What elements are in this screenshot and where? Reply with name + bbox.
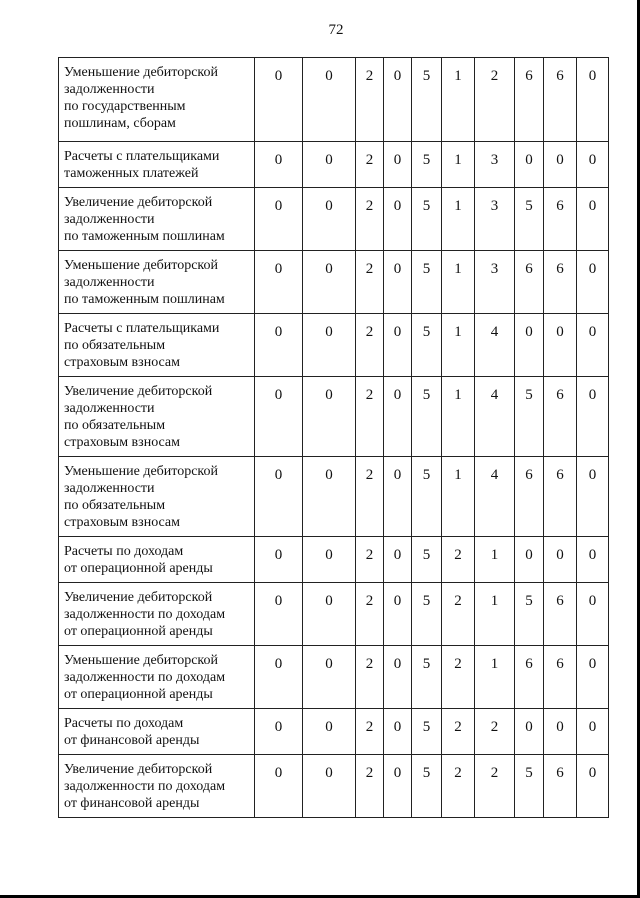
code-digit-cell: 2 <box>356 537 384 583</box>
code-digit-cell: 6 <box>515 58 544 142</box>
code-digit-cell: 1 <box>442 314 475 377</box>
code-digit-cell: 0 <box>303 583 356 646</box>
code-digit-cell: 0 <box>577 251 609 314</box>
code-digit-cell: 0 <box>577 58 609 142</box>
code-digit-cell: 0 <box>384 583 412 646</box>
code-digit-cell: 2 <box>356 314 384 377</box>
code-digit-cell: 2 <box>442 583 475 646</box>
code-digit-cell: 0 <box>577 142 609 188</box>
code-digit-cell: 1 <box>442 142 475 188</box>
row-label-line: Расчеты с плательщиками <box>64 321 220 336</box>
code-digit-cell: 0 <box>384 709 412 755</box>
code-digit-cell: 6 <box>544 583 577 646</box>
code-digit-cell: 2 <box>442 537 475 583</box>
code-digit-cell: 0 <box>384 457 412 537</box>
row-label-line: от финансовой аренды <box>64 796 200 811</box>
code-digit-cell: 0 <box>515 314 544 377</box>
code-digit-cell: 3 <box>475 251 515 314</box>
code-digit-cell: 2 <box>356 583 384 646</box>
page-number: 72 <box>328 22 344 38</box>
code-digit-cell: 2 <box>356 646 384 709</box>
row-label <box>59 314 255 377</box>
code-digit-cell: 0 <box>255 646 303 709</box>
code-digit-cell: 6 <box>515 646 544 709</box>
row-label-line: по обязательным <box>64 498 166 513</box>
code-digit-cell: 1 <box>475 583 515 646</box>
table-row <box>59 537 609 583</box>
code-digit-cell: 1 <box>442 377 475 457</box>
row-label-line: Уменьшение дебиторской <box>64 653 219 668</box>
code-digit-cell: 0 <box>303 142 356 188</box>
row-label-line: страховым взносам <box>64 435 180 450</box>
row-label-line: задолженности <box>64 212 155 227</box>
code-digit-cell: 0 <box>303 709 356 755</box>
code-digit-cell: 0 <box>577 188 609 251</box>
code-digit-cell: 0 <box>577 755 609 818</box>
code-digit-cell: 1 <box>442 251 475 314</box>
code-digit-cell: 0 <box>515 709 544 755</box>
code-digit-cell: 0 <box>303 314 356 377</box>
code-digit-cell: 5 <box>412 142 442 188</box>
row-label-line: пошлинам, сборам <box>64 116 176 131</box>
code-digit-cell: 6 <box>544 457 577 537</box>
code-digit-cell: 0 <box>255 755 303 818</box>
row-label-line: задолженности <box>64 401 155 416</box>
code-digit-cell: 5 <box>412 646 442 709</box>
row-label-line: задолженности по доходам <box>64 607 226 622</box>
code-digit-cell: 0 <box>577 314 609 377</box>
code-digit-cell: 0 <box>384 142 412 188</box>
code-digit-cell: 2 <box>475 709 515 755</box>
code-digit-cell: 0 <box>577 377 609 457</box>
row-label <box>59 709 255 755</box>
table-row <box>59 251 609 314</box>
row-label-line: задолженности <box>64 481 155 496</box>
code-digit-cell: 0 <box>303 755 356 818</box>
code-digit-cell: 4 <box>475 314 515 377</box>
row-label-line: Увеличение дебиторской <box>64 762 213 777</box>
code-digit-cell: 0 <box>255 377 303 457</box>
row-label <box>59 251 255 314</box>
code-digit-cell: 0 <box>303 646 356 709</box>
code-digit-cell: 1 <box>442 188 475 251</box>
row-label-line: задолженности <box>64 82 155 97</box>
code-digit-cell: 0 <box>255 251 303 314</box>
row-label-line: Увеличение дебиторской <box>64 590 213 605</box>
code-digit-cell: 0 <box>255 537 303 583</box>
code-digit-cell: 6 <box>544 646 577 709</box>
code-digit-cell: 6 <box>515 251 544 314</box>
row-label-line: задолженности по доходам <box>64 779 226 794</box>
code-digit-cell: 0 <box>384 188 412 251</box>
row-label <box>59 583 255 646</box>
code-digit-cell: 2 <box>475 755 515 818</box>
row-label-line: от операционной аренды <box>64 624 213 639</box>
row-label <box>59 646 255 709</box>
table-row <box>59 755 609 818</box>
table-row <box>59 188 609 251</box>
code-digit-cell: 2 <box>442 646 475 709</box>
code-digit-cell: 0 <box>303 377 356 457</box>
code-digit-cell: 0 <box>303 58 356 142</box>
code-digit-cell: 3 <box>475 142 515 188</box>
account-codes-table <box>58 57 609 818</box>
code-digit-cell: 5 <box>515 377 544 457</box>
code-digit-cell: 0 <box>544 537 577 583</box>
code-digit-cell: 4 <box>475 457 515 537</box>
row-label <box>59 377 255 457</box>
code-digit-cell: 0 <box>384 58 412 142</box>
code-digit-cell: 6 <box>515 457 544 537</box>
code-digit-cell: 2 <box>356 755 384 818</box>
row-label-line: от операционной аренды <box>64 561 213 576</box>
row-label-line: Уменьшение дебиторской <box>64 258 219 273</box>
code-digit-cell: 0 <box>384 377 412 457</box>
code-digit-cell: 0 <box>544 142 577 188</box>
code-digit-cell: 0 <box>384 251 412 314</box>
code-digit-cell: 6 <box>544 755 577 818</box>
row-label <box>59 188 255 251</box>
code-digit-cell: 2 <box>475 58 515 142</box>
code-digit-cell: 2 <box>442 755 475 818</box>
code-digit-cell: 5 <box>412 755 442 818</box>
code-digit-cell: 0 <box>577 457 609 537</box>
code-digit-cell: 1 <box>475 646 515 709</box>
code-digit-cell: 0 <box>255 58 303 142</box>
code-digit-cell: 6 <box>544 251 577 314</box>
code-digit-cell: 1 <box>442 58 475 142</box>
table-row <box>59 583 609 646</box>
code-digit-cell: 6 <box>544 188 577 251</box>
row-label-line: страховым взносам <box>64 515 180 530</box>
code-digit-cell: 5 <box>412 583 442 646</box>
code-digit-cell: 5 <box>412 457 442 537</box>
code-digit-cell: 5 <box>412 58 442 142</box>
code-digit-cell: 2 <box>356 377 384 457</box>
code-digit-cell: 4 <box>475 377 515 457</box>
code-digit-cell: 0 <box>544 709 577 755</box>
row-label <box>59 457 255 537</box>
table-row <box>59 457 609 537</box>
row-label <box>59 58 255 142</box>
code-digit-cell: 1 <box>475 537 515 583</box>
row-label <box>59 755 255 818</box>
row-label <box>59 142 255 188</box>
code-digit-cell: 2 <box>356 709 384 755</box>
table-body <box>59 58 609 818</box>
row-label-line: по обязательным <box>64 418 166 433</box>
code-digit-cell: 0 <box>384 314 412 377</box>
row-label-line: Уменьшение дебиторской <box>64 464 219 479</box>
row-label-line: задолженности по доходам <box>64 670 226 685</box>
code-digit-cell: 5 <box>515 188 544 251</box>
table-row <box>59 58 609 142</box>
code-digit-cell: 0 <box>303 188 356 251</box>
code-digit-cell: 5 <box>515 755 544 818</box>
code-digit-cell: 5 <box>412 251 442 314</box>
code-digit-cell: 0 <box>577 537 609 583</box>
row-label <box>59 537 255 583</box>
row-label-line: по таможенным пошлинам <box>64 229 225 244</box>
row-label-line: Расчеты с плательщиками <box>64 149 220 164</box>
row-label-line: по обязательным <box>64 338 166 353</box>
row-label-line: задолженности <box>64 275 155 290</box>
row-label-line: Увеличение дебиторской <box>64 384 213 399</box>
code-digit-cell: 0 <box>255 314 303 377</box>
code-digit-cell: 2 <box>442 709 475 755</box>
code-digit-cell: 2 <box>356 188 384 251</box>
code-digit-cell: 0 <box>577 583 609 646</box>
code-digit-cell: 0 <box>384 537 412 583</box>
code-digit-cell: 2 <box>356 251 384 314</box>
table-row <box>59 314 609 377</box>
row-label-line: страховым взносам <box>64 355 180 370</box>
code-digit-cell: 0 <box>303 457 356 537</box>
row-label-line: Расчеты по доходам <box>64 716 184 731</box>
row-label-line: Уменьшение дебиторской <box>64 65 219 80</box>
code-digit-cell: 0 <box>255 583 303 646</box>
code-digit-cell: 3 <box>475 188 515 251</box>
row-label-line: Расчеты по доходам <box>64 544 184 559</box>
code-digit-cell: 0 <box>515 142 544 188</box>
code-digit-cell: 5 <box>412 709 442 755</box>
code-digit-cell: 5 <box>412 188 442 251</box>
row-label-line: от финансовой аренды <box>64 733 200 748</box>
code-digit-cell: 0 <box>515 537 544 583</box>
row-label-line: по государственным <box>64 99 186 114</box>
table-row <box>59 142 609 188</box>
code-digit-cell: 5 <box>412 314 442 377</box>
code-digit-cell: 0 <box>384 755 412 818</box>
code-digit-cell: 0 <box>577 646 609 709</box>
code-digit-cell: 6 <box>544 377 577 457</box>
table-row <box>59 377 609 457</box>
code-digit-cell: 2 <box>356 457 384 537</box>
code-digit-cell: 0 <box>303 251 356 314</box>
code-digit-cell: 0 <box>255 457 303 537</box>
code-digit-cell: 5 <box>412 537 442 583</box>
code-digit-cell: 0 <box>577 709 609 755</box>
table-row <box>59 709 609 755</box>
row-label-line: от операционной аренды <box>64 687 213 702</box>
code-digit-cell: 1 <box>442 457 475 537</box>
code-digit-cell: 0 <box>384 646 412 709</box>
code-digit-cell: 0 <box>255 188 303 251</box>
code-digit-cell: 0 <box>544 314 577 377</box>
code-digit-cell: 2 <box>356 142 384 188</box>
code-digit-cell: 5 <box>412 377 442 457</box>
code-digit-cell: 0 <box>255 709 303 755</box>
row-label-line: по таможенным пошлинам <box>64 292 225 307</box>
table-row <box>59 646 609 709</box>
row-label-line: Увеличение дебиторской <box>64 195 213 210</box>
code-digit-cell: 0 <box>255 142 303 188</box>
row-label-line: таможенных платежей <box>64 166 199 181</box>
code-digit-cell: 6 <box>544 58 577 142</box>
code-digit-cell: 2 <box>356 58 384 142</box>
code-digit-cell: 5 <box>515 583 544 646</box>
code-digit-cell: 0 <box>303 537 356 583</box>
